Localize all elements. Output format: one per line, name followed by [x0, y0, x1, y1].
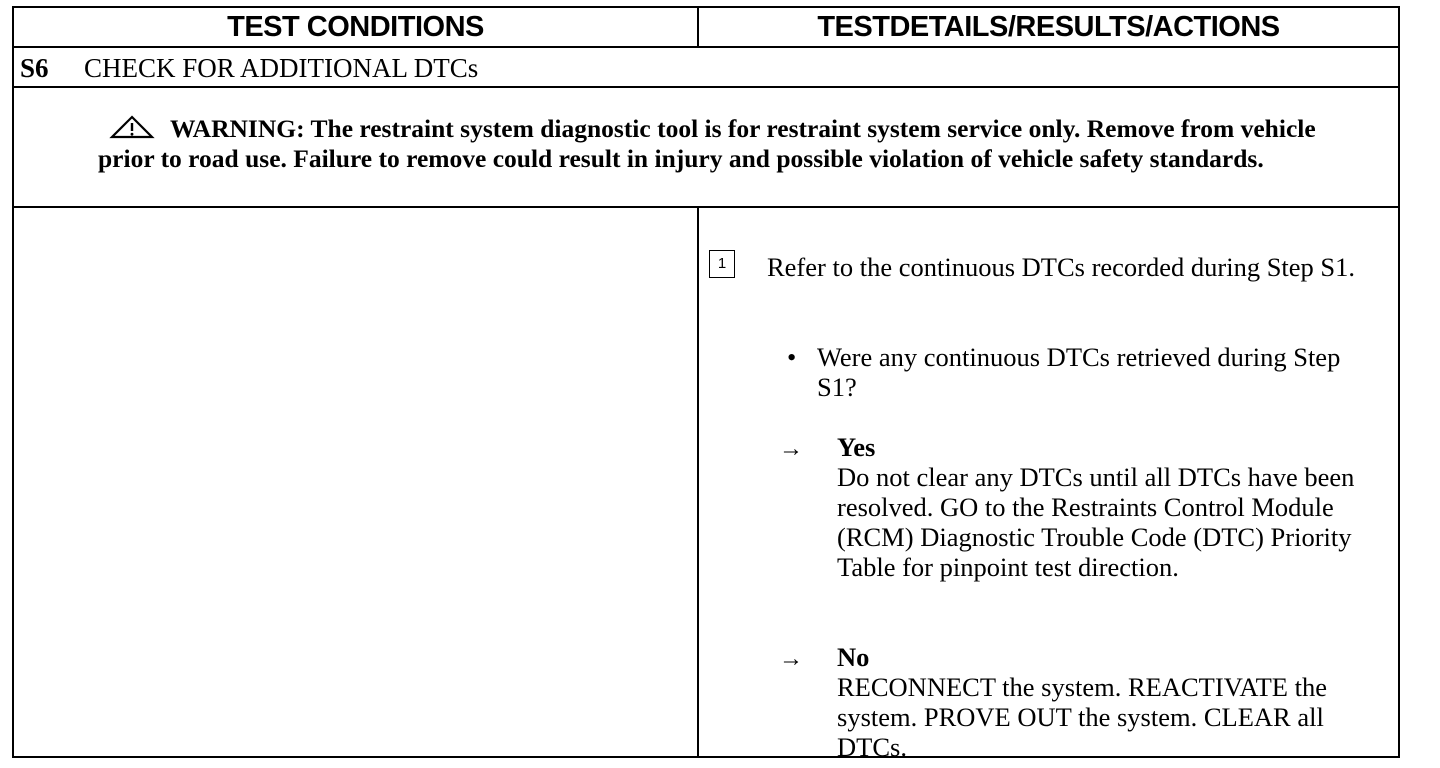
test-details-cell — [699, 208, 1398, 762]
yes-action-text: Do not clear any DTCs until all DTCs have been resolved. GO to the Restraints Control Module (RCM) Diagnostic Trouble Code (DTC) Priority Table for pinpoint test direction. — [837, 462, 1355, 582]
warning-text: WARNING: The restraint system diagnostic tool is for restraint system service only. Remove from vehicle prior to road use. Failure to remove could result in injury and possible violation of vehicle safety standards. — [98, 114, 1316, 173]
warning-row — [14, 88, 1398, 208]
step-title: CHECK FOR ADDITIONAL DTCs — [84, 53, 479, 83]
table-header — [14, 8, 1398, 48]
instruction-text: Refer to the continuous DTCs recorded during Step S1. — [767, 252, 1356, 282]
no-action-text: RECONNECT the system. REACTIVATE the system. PROVE OUT the system. CLEAR all DTCs. — [837, 672, 1327, 762]
no-arrow-icon: → — [779, 646, 803, 672]
step-id: S6 — [20, 53, 49, 83]
yes-result — [837, 432, 1387, 582]
no-label: No — [837, 642, 870, 672]
diagnostic-test-table — [12, 6, 1400, 762]
yes-label: Yes — [837, 432, 876, 462]
yes-arrow-icon: → — [779, 436, 803, 462]
step-row — [14, 48, 1398, 88]
test-body-row — [14, 208, 1398, 762]
step-number-box: 1 — [709, 250, 735, 278]
question-text: Were any continuous DTCs retrieved during Step S1? — [817, 342, 1341, 402]
header-test-details: TESTDETAILS/RESULTS/ACTIONS — [817, 11, 1280, 43]
header-test-conditions: TEST CONDITIONS — [227, 11, 484, 43]
warning-triangle-icon — [108, 115, 160, 139]
warning-block — [98, 114, 1318, 174]
no-result — [837, 642, 1387, 762]
bullet-marker: • — [787, 342, 797, 372]
